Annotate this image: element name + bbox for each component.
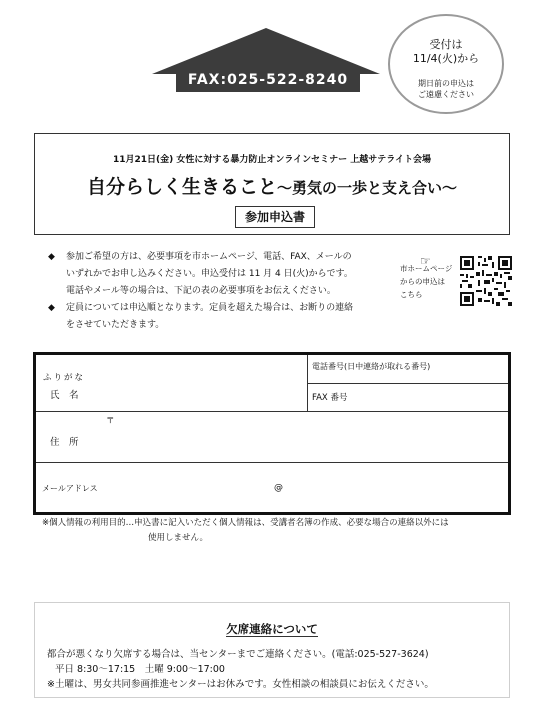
reception-line3: 期日前の申込は (418, 79, 474, 88)
qr-note-line2: からの申込は (400, 277, 445, 286)
instruction-1-line2: いずれかでお申し込みください。申込受付は 11 月 4 日(火)からです。 (66, 269, 353, 279)
divider-name-address (36, 411, 508, 412)
application-form-table (33, 352, 511, 515)
absence-line3: ※土曜は、男女共同参画推進センターはお休みです。女性相談の相談員にお伝えください。 (47, 679, 434, 690)
furigana-label: ふりがな (43, 373, 86, 383)
instruction-2-line1: 定員については申込順となります。定員を超えた場合は、お断りの連絡 (66, 303, 354, 313)
qr-note-line1: 市ホームページ (400, 264, 453, 273)
divider-address-email (36, 462, 508, 463)
absence-line2: 平日 8:30～17:15 土曜 9:00～17:00 (55, 664, 225, 675)
reception-notice-circle (388, 14, 504, 114)
fax-number-banner: FAX:025-522-8240 (176, 68, 360, 92)
email-at-mark: @ (274, 483, 283, 493)
postal-mark: 〒 (106, 416, 115, 426)
phone-field[interactable]: 電話番号(日中連絡が取れる番号) (312, 362, 431, 371)
seminar-title (35, 172, 509, 199)
instruction-1-line3: 電話やメール等の場合は、下記の表の必要事項をお伝えください。 (66, 286, 336, 296)
absence-title (35, 621, 509, 637)
seminar-subtitle: 11月21日(金) 女性に対する暴力防止オンラインセミナー 上越サテライト会場 (112, 155, 431, 165)
reception-line1: 受付は (429, 38, 463, 51)
pointing-hand-icon: ☞ (420, 254, 431, 268)
instruction-1-line1: 参加ご希望の方は、必要事項を市ホームページ、電話、FAX、メールの (66, 252, 352, 262)
absence-contact-box (34, 602, 510, 698)
privacy-note-line1: ※個人情報の利用目的…申込書に記入いただく個人情報は、受講者名簿の作成、必要な場合の連絡以外には (42, 518, 449, 528)
qr-code-icon[interactable] (460, 256, 512, 306)
absence-line1: 都合が悪くなり欠席する場合は、当センターまでご連絡ください。(電話:025-527-3624) (47, 649, 429, 660)
seminar-title-tagline: ～勇気の一歩と支え合い～ (277, 179, 458, 197)
qr-note (400, 262, 452, 301)
instructions (48, 249, 398, 339)
instruction-2-line2: をさせていただきます。 (66, 320, 165, 330)
email-field[interactable]: メールアドレス (42, 484, 98, 493)
title-box (34, 133, 510, 235)
fax-field[interactable]: FAX 番号 (312, 393, 348, 403)
reception-line4: ご遠慮ください (418, 90, 474, 99)
application-form-label: 参加申込書 (235, 206, 315, 228)
name-field[interactable]: 氏 名 (50, 390, 79, 401)
reception-line2: 11/4(火)から (412, 52, 480, 65)
address-field[interactable]: 住 所 (50, 437, 79, 448)
divider-phone-fax (307, 383, 508, 384)
absence-title-text: 欠席連絡について (226, 622, 318, 636)
bullet-diamond-2: ◆ (48, 303, 55, 313)
seminar-title-main: 自分らしく生きること (86, 176, 277, 198)
qr-note-line3: こちら (400, 290, 423, 299)
privacy-note-line2: 使用しません。 (148, 533, 209, 543)
bullet-diamond-1: ◆ (48, 252, 55, 262)
